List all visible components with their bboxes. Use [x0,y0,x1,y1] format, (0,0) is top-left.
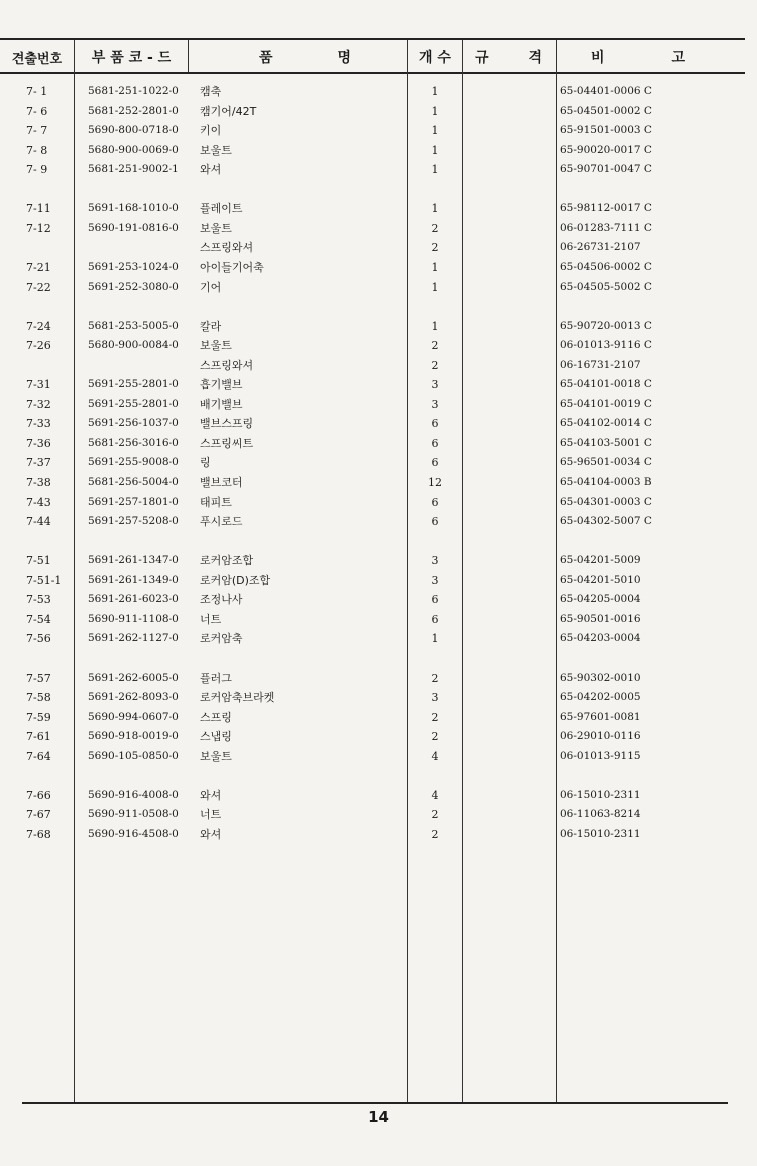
table-row [0,434,757,453]
part-no: 7- 7 [26,124,48,138]
part-no: 7-54 [26,612,51,626]
part-no: 7-32 [26,397,51,411]
part-note: 65-04203-0004 [560,632,641,645]
table-row [0,375,757,394]
part-note: 65-90501-0016 [560,612,641,625]
table-row [0,805,757,824]
part-note: 65-90020-0017 C [560,143,652,156]
part-qty: 1 [431,85,439,98]
part-code: 5681-256-5004-0 [88,476,179,488]
part-note: 06-16731-2107 [560,358,641,371]
table-row [0,414,757,433]
part-note: 65-97601-0081 [560,710,641,723]
part-no: 7-24 [26,319,51,333]
part-note: 06-26731-2107 [560,241,641,254]
part-code: 5690-911-1108-0 [88,612,179,625]
part-code: 5690-105-0850-0 [88,749,179,762]
part-qty: 2 [431,358,439,372]
part-note: 06-15010-2311 [560,788,641,801]
part-note: 65-91501-0003 C [560,124,652,137]
header-bottom-rule [0,72,745,74]
table-row [0,160,757,179]
part-code: 5691-168-1010-0 [88,202,179,215]
header-no-label: 견출번호 [11,51,63,67]
header-note [557,44,745,70]
part-no: 7-43 [26,495,51,509]
part-code: 5680-900-0069-0 [88,143,179,156]
part-name: 로커암조합 [200,554,254,568]
part-code: 5691-256-1037-0 [88,417,179,430]
part-qty: 2 [431,730,439,744]
part-qty: 3 [431,573,439,587]
table-row [0,551,757,570]
part-qty: 1 [431,632,439,646]
part-name: 너트 [200,612,222,626]
table-bottom-rule [22,1102,728,1104]
part-note: 65-04301-0003 C [560,495,652,508]
part-note: 65-04401-0006 C [560,85,652,97]
part-no: 7-67 [26,808,51,822]
part-note: 06-11063-8214 [560,808,641,821]
table-row [0,590,757,609]
part-qty: 2 [431,221,439,235]
part-note: 65-04201-5009 [560,554,641,567]
part-note: 65-90720-0013 C [560,319,652,332]
part-code: 5691-255-2801-0 [88,397,179,410]
part-qty: 3 [431,554,439,568]
table-row [0,708,757,727]
table-row [0,825,757,844]
table-top-rule [0,38,745,40]
part-name: 조정나사 [200,593,243,607]
table-row [0,82,757,101]
part-code: 5691-262-8093-0 [88,691,179,704]
part-qty: 3 [431,397,439,411]
part-no: 7-57 [26,671,51,685]
part-qty: 6 [431,456,439,470]
part-code: 5690-191-0816-0 [88,221,179,234]
table-row [0,102,757,121]
part-code: 5691-262-1127-0 [88,632,179,645]
part-code: 5681-253-5005-0 [88,319,179,332]
part-code: 5681-251-1022-0 [88,85,179,97]
part-code: 5690-918-0019-0 [88,730,179,743]
table-row [0,219,757,238]
part-no: 7-44 [26,515,51,529]
part-name: 보울트 [200,339,232,353]
part-no: 7- 1 [26,85,48,98]
part-name: 스프링와셔 [200,241,254,255]
part-no: 7-12 [26,221,51,235]
part-note: 65-04101-0018 C [560,378,652,391]
part-name: 너트 [200,808,222,822]
part-no: 7-56 [26,632,51,646]
part-qty: 1 [431,163,439,177]
part-note: 65-04501-0002 C [560,104,652,117]
part-no: 7-22 [26,280,51,294]
part-note: 65-04506-0002 C [560,260,652,273]
header-no [0,44,74,70]
part-qty: 4 [431,749,439,763]
part-qty: 1 [431,280,439,294]
part-qty: 1 [431,260,439,274]
part-no: 7- 6 [26,104,48,118]
part-note: 65-04505-5002 C [560,280,652,293]
part-name: 와셔 [200,788,222,802]
table-row [0,610,757,629]
part-no: 7-31 [26,378,51,392]
table-row [0,356,757,375]
header-name [189,44,407,70]
part-note: 65-04302-5007 C [560,515,652,528]
header-qty-label: 개 수 [419,50,451,66]
part-code: 5690-800-0718-0 [88,124,179,137]
table-row [0,727,757,746]
part-no: 7-51-1 [26,573,62,587]
part-no: 7-36 [26,436,51,450]
part-name: 와셔 [200,827,222,841]
part-code: 5681-251-9002-1 [88,163,179,176]
table-row [0,669,757,688]
part-qty: 12 [428,476,442,489]
table-row [0,493,757,512]
part-name: 푸시로드 [200,515,243,529]
part-qty: 1 [431,319,439,333]
part-name: 칼라 [200,319,222,333]
table-row [0,766,757,785]
part-no: 7-58 [26,691,51,705]
part-note: 65-04202-0005 [560,691,641,704]
part-name: 아이들기어축 [200,260,264,274]
part-qty: 2 [431,710,439,724]
table-row [0,649,757,668]
part-qty: 6 [431,495,439,509]
table-row [0,317,757,336]
part-no: 7-26 [26,339,51,353]
part-qty: 1 [431,202,439,216]
part-code: 5681-256-3016-0 [88,436,179,449]
part-name: 태피트 [200,495,232,509]
part-no: 7-21 [26,260,51,274]
part-qty: 6 [431,515,439,529]
part-name: 밸브코터 [200,476,243,489]
part-no: 7-61 [26,730,51,744]
part-qty: 4 [431,788,439,802]
part-note: 06-01283-7111 C [560,221,652,234]
part-name: 플레이트 [200,202,243,216]
part-code: 5690-911-0508-0 [88,808,179,821]
table-row [0,571,757,590]
part-name: 스프링와셔 [200,358,254,372]
table-row [0,180,757,199]
part-qty: 1 [431,104,439,118]
table-row [0,688,757,707]
part-name: 캠기어/42T [200,104,257,118]
header-code [75,44,188,70]
part-no: 7-64 [26,749,51,763]
table-row [0,297,757,316]
part-qty: 2 [431,808,439,822]
header-note-left: 비 [591,50,605,66]
header-spec-right: 격 [528,50,542,66]
part-qty: 6 [431,417,439,431]
table-row [0,278,757,297]
part-name: 보울트 [200,749,232,763]
part-note: 65-04103-5001 C [560,436,652,449]
part-no: 7-59 [26,710,51,724]
header-name-right: 명 [337,50,351,66]
part-no: 7-66 [26,788,51,802]
part-no: 7-68 [26,827,51,841]
part-code: 5691-255-9008-0 [88,456,179,469]
part-qty: 1 [431,143,439,157]
table-row [0,238,757,257]
table-row [0,453,757,472]
header-code-label: 부 품 코 - 드 [91,50,172,66]
part-no: 7- 8 [26,143,48,157]
table-row [0,473,757,492]
part-qty: 3 [431,378,439,392]
part-code: 5690-994-0607-0 [88,710,179,723]
part-qty: 2 [431,339,439,353]
part-no: 7-37 [26,456,51,470]
part-name: 흡기밸브 [200,378,243,392]
part-qty: 1 [431,124,439,138]
part-no: 7-51 [26,554,51,568]
part-name: 스프링씨트 [200,436,254,450]
part-note: 06-01013-9115 [560,749,641,762]
part-code: 5691-257-5208-0 [88,515,179,528]
part-code: 5691-257-1801-0 [88,495,179,508]
header-qty [408,44,462,70]
part-no: 7-11 [26,202,51,216]
part-no: 7-33 [26,417,51,431]
part-code: 5690-916-4008-0 [88,788,179,801]
part-code: 5680-900-0084-0 [88,339,179,352]
part-name: 플러그 [200,671,232,685]
part-note: 06-15010-2311 [560,827,641,840]
part-name: 링 [200,456,211,470]
part-note: 06-29010-0116 [560,730,641,743]
part-name: 로커암축브라켓 [200,691,275,705]
table-row [0,141,757,160]
part-name: 캠축 [200,85,222,98]
part-name: 배기밸브 [200,397,243,411]
part-code: 5691-262-6005-0 [88,671,179,684]
part-name: 밸브스프링 [200,417,254,431]
part-name: 보울트 [200,221,232,235]
table-row [0,786,757,805]
part-no: 7-38 [26,476,51,489]
part-code: 5691-252-3080-0 [88,280,179,293]
part-note: 65-04101-0019 C [560,397,652,410]
table-row [0,395,757,414]
part-note: 65-04102-0014 C [560,417,652,430]
part-note: 65-04205-0004 [560,593,641,606]
table-row [0,258,757,277]
part-name: 기어 [200,280,222,294]
part-note: 65-98112-0017 C [560,202,652,215]
part-code: 5691-253-1024-0 [88,260,179,273]
table-row [0,747,757,766]
table-row [0,336,757,355]
part-qty: 6 [431,593,439,607]
part-note: 65-04104-0003 B [560,476,652,488]
page-number: 14 [368,1108,389,1126]
table-row [0,512,757,531]
part-no: 7- 9 [26,163,48,177]
part-qty: 3 [431,691,439,705]
part-code: 5681-252-2801-0 [88,104,179,117]
header-spec [463,44,556,70]
part-note: 65-96501-0034 C [560,456,652,469]
part-name: 로커암축 [200,632,243,646]
part-note: 65-90701-0047 C [560,163,652,176]
part-name: 스프링 [200,710,232,724]
part-note: 06-01013-9116 C [560,339,652,352]
part-code: 5691-261-1347-0 [88,554,179,567]
header-spec-left: 규 [475,50,489,66]
table-row [0,121,757,140]
part-code: 5691-255-2801-0 [88,378,179,391]
part-code: 5691-261-1349-0 [88,573,179,586]
part-code: 5690-916-4508-0 [88,827,179,840]
part-qty: 6 [431,436,439,450]
part-qty: 2 [431,827,439,841]
part-note: 65-04201-5010 [560,573,641,586]
part-name: 와셔 [200,163,222,177]
table-row [0,532,757,551]
part-name: 보울트 [200,143,232,157]
part-name: 스냅링 [200,730,232,744]
header-note-right: 고 [671,50,685,66]
table-row [0,629,757,648]
part-code: 5691-261-6023-0 [88,593,179,606]
table-row [0,199,757,218]
part-note: 65-90302-0010 [560,671,641,684]
part-qty: 2 [431,241,439,255]
header-name-left: 품 [259,50,273,66]
part-qty: 6 [431,612,439,626]
part-name: 로커암(D)조합 [200,573,271,587]
part-no: 7-53 [26,593,51,607]
part-qty: 2 [431,671,439,685]
part-name: 키이 [200,124,222,138]
